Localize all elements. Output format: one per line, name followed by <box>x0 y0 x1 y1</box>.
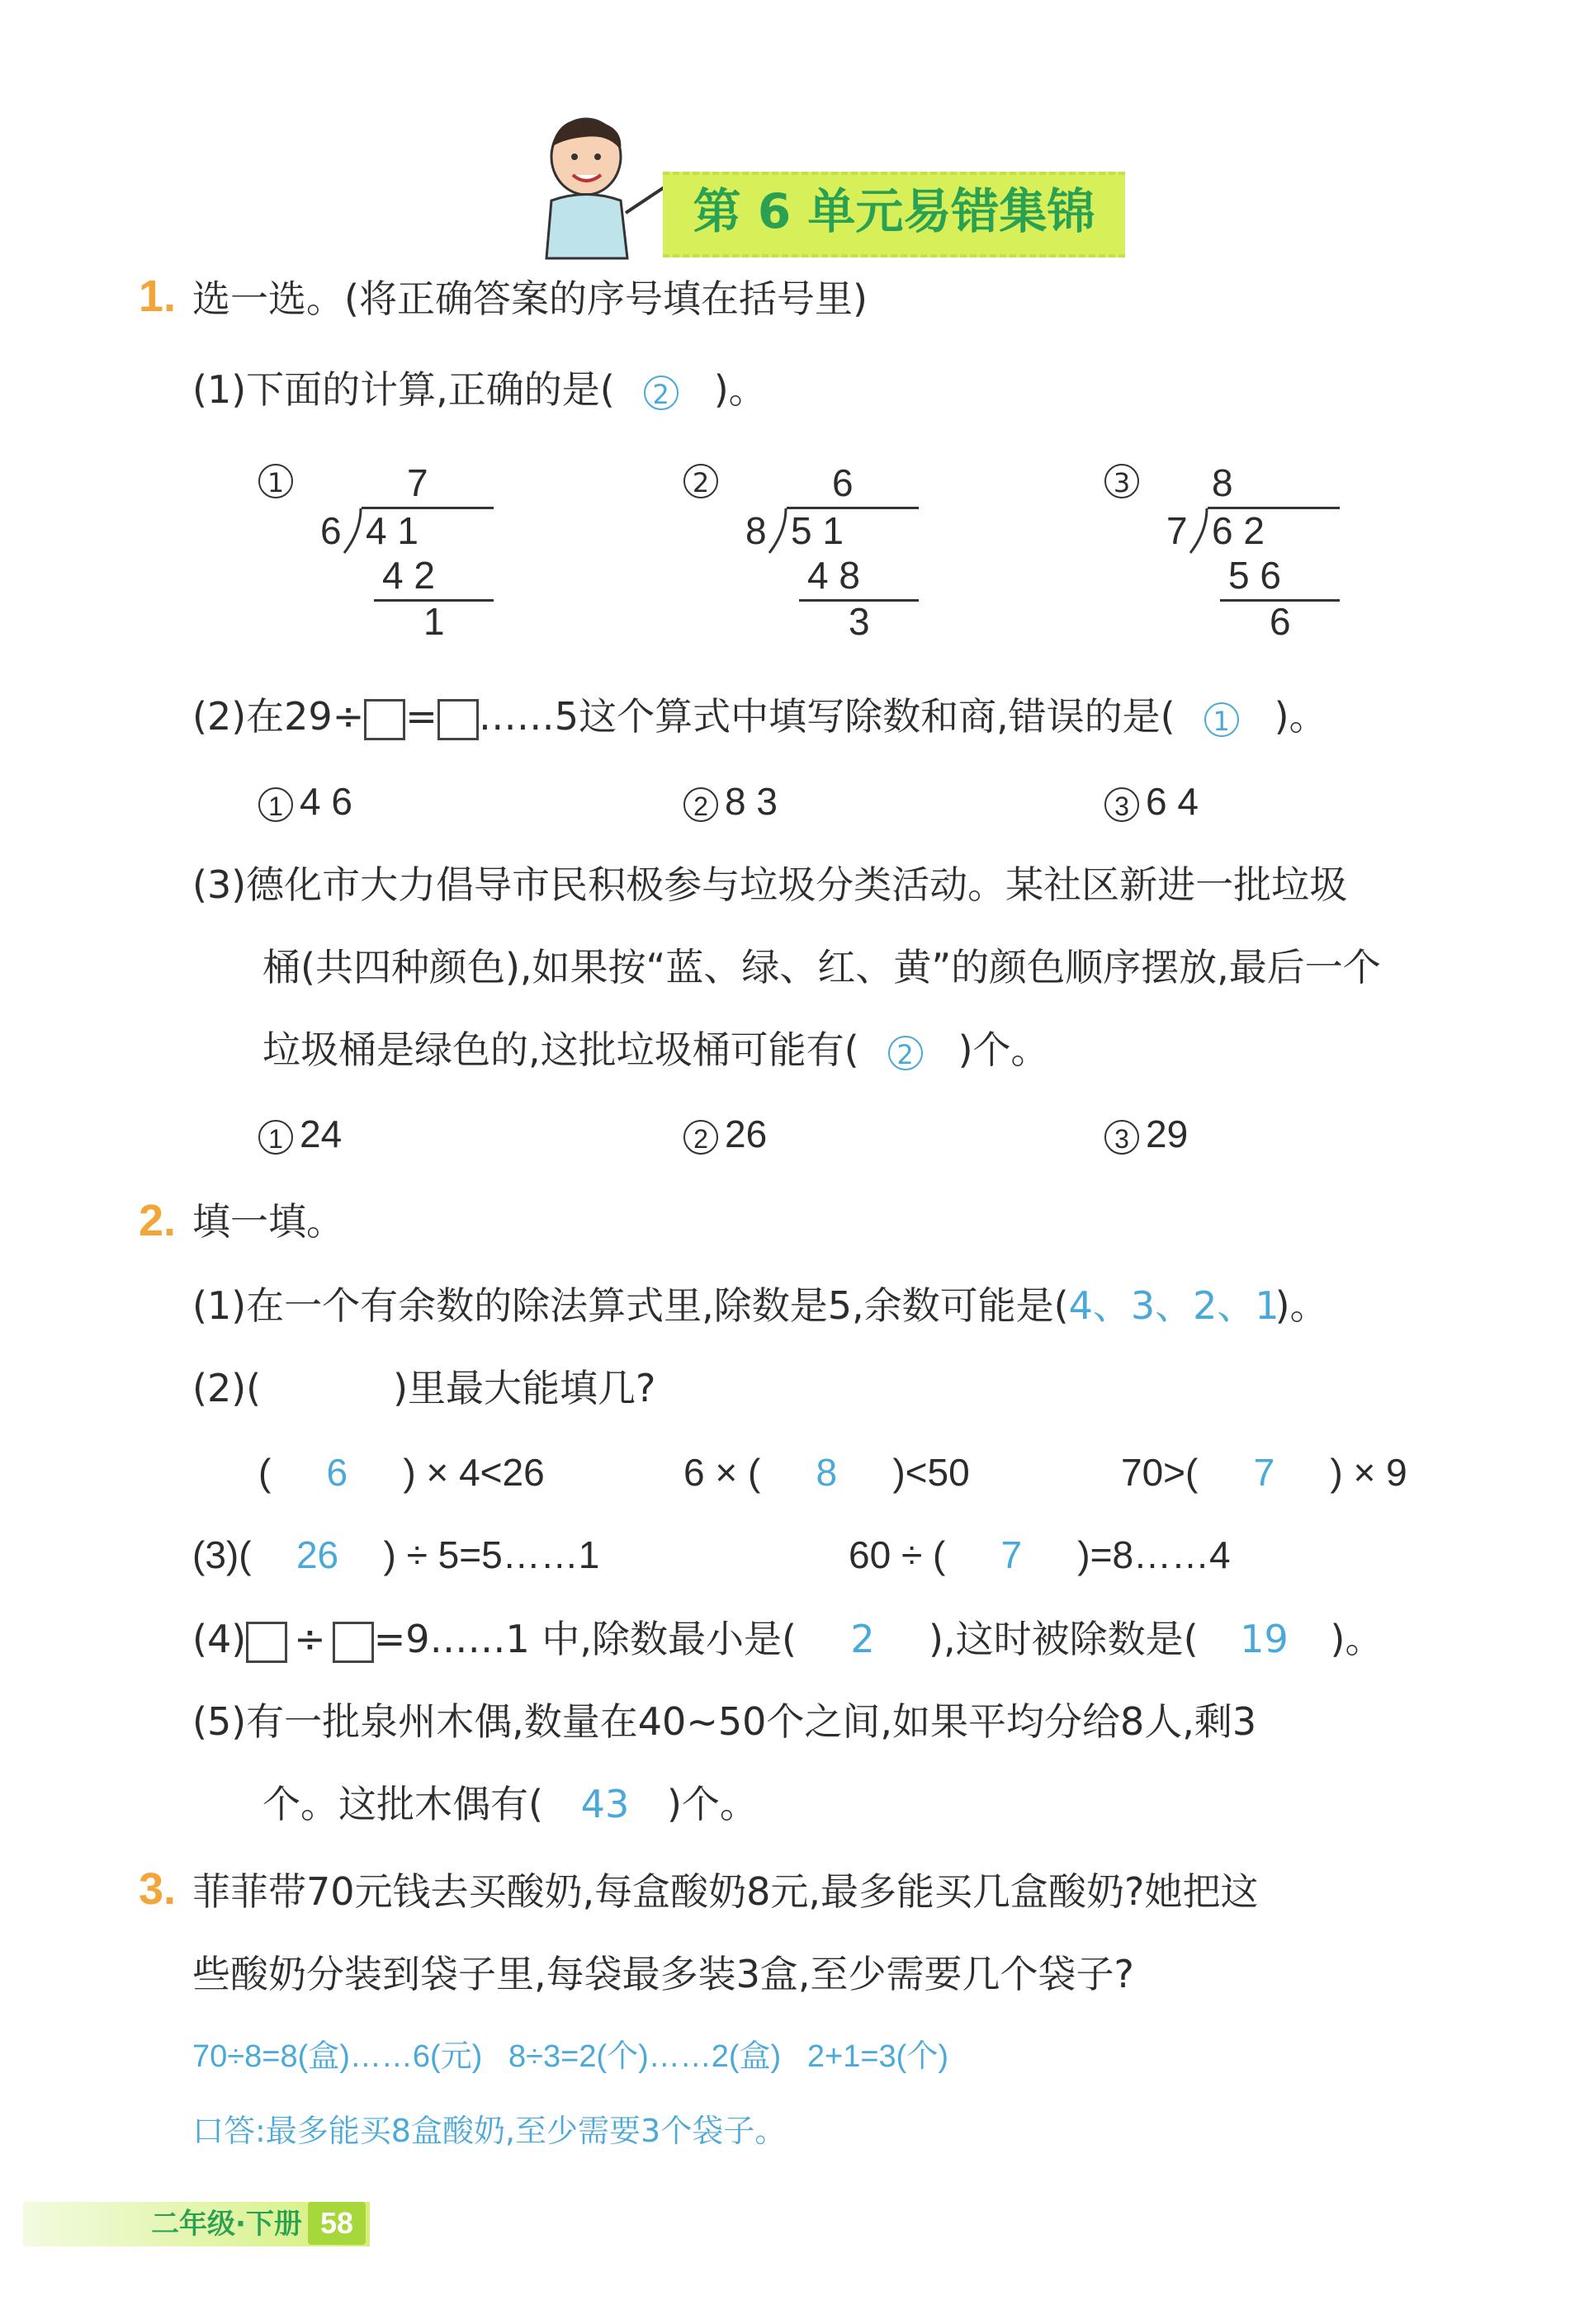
q1-title: 选一选。(将正确答案的序号填在括号里) <box>192 276 868 321</box>
q2-p2 <box>192 1365 655 1411</box>
q1-p1-answer <box>615 366 714 413</box>
q2-p1-text: (1)在一个有余数的除法算式里,除数是5,余数可能是( <box>192 1283 1069 1328</box>
q2-p3-b <box>849 1532 1231 1578</box>
q2-p3-a-answer: 26 <box>296 1533 339 1576</box>
q1-p1 <box>192 366 767 413</box>
expr: (3)( <box>192 1533 252 1576</box>
teacher-illustration <box>535 114 683 262</box>
q2-p4-answer-1: 2 <box>850 1617 875 1661</box>
q3-line1: 菲菲带70元钱去买酸奶,每盒酸奶8元,最多能买几盒酸奶?她把这 <box>192 1869 1259 1914</box>
expr: ) ÷ 5=5……1 <box>383 1533 600 1576</box>
q2-p4-answer-2: 19 <box>1240 1617 1289 1661</box>
q2-p2-end: )里最大能填几? <box>393 1366 656 1410</box>
equals: = <box>405 694 437 739</box>
option-mark: 1 <box>258 787 293 822</box>
q1-p3-end: )个。 <box>958 1027 1049 1072</box>
q1-p3-option-3 <box>1104 1111 1188 1157</box>
option-text: 26 <box>725 1112 768 1155</box>
blank-box <box>246 1622 287 1663</box>
answer-circle: 1 <box>1204 702 1239 737</box>
blank-box <box>333 1622 374 1663</box>
option-mark: 1 <box>258 1120 293 1155</box>
q2-p5-line2 <box>262 1781 758 1827</box>
q1-p3-line1: (3)德化市大力倡导市民积极参与垃圾分类活动。某社区新进一批垃圾 <box>192 862 1348 907</box>
quotient: 6 <box>832 461 854 504</box>
q2-p4-text: (4) <box>192 1617 247 1661</box>
q2-p2-text: (2)( <box>192 1366 262 1410</box>
q1-number: 1. <box>139 272 177 321</box>
blank-box <box>437 699 479 740</box>
expr: ) × 9 <box>1330 1451 1407 1494</box>
q2-p2-c <box>1121 1449 1407 1495</box>
q1-p2-text2: ……5这个算式中填写除数和商,错误的是( <box>478 694 1175 739</box>
option-text: 8 3 <box>725 780 778 823</box>
product: 5 6 <box>1228 554 1281 597</box>
q3-answer: 口答:最多能买8盒酸奶,至少需要3个袋子。 <box>192 2113 787 2149</box>
q1-p2-option-3 <box>1104 778 1199 824</box>
option-mark: 2 <box>683 464 718 498</box>
dividend: 6 2 <box>1212 509 1265 552</box>
q2-p2-a <box>258 1449 545 1495</box>
q2-p5-text: 个。这批木偶有( <box>262 1782 543 1826</box>
paren: ( <box>258 1451 272 1494</box>
q2-p1-answer: 4、3、2、1 <box>1068 1283 1279 1328</box>
page <box>23 23 1566 2301</box>
q1-p3-option-1 <box>258 1111 342 1157</box>
q1-p2-option-2 <box>683 778 778 824</box>
quotient: 7 <box>407 461 428 504</box>
answer-circle: 2 <box>888 1036 923 1070</box>
q1-p2-answer <box>1175 693 1275 739</box>
q1-p2 <box>192 693 1327 740</box>
option-mark: 3 <box>1104 787 1139 822</box>
q2-p4 <box>192 1616 1383 1663</box>
page-number: 58 <box>308 2202 366 2245</box>
option-mark: 2 <box>683 787 718 822</box>
q2-p5-answer: 43 <box>580 1782 630 1826</box>
q2-p3-b-answer: 7 <box>1000 1533 1023 1576</box>
q2-p4-end: )。 <box>1330 1617 1383 1661</box>
q2-p5-end: )个。 <box>666 1782 758 1826</box>
option-mark: 2 <box>683 1120 718 1155</box>
dividend: 5 1 <box>791 509 844 552</box>
expr: )=8……4 <box>1077 1533 1231 1576</box>
q2-p1 <box>192 1282 1328 1329</box>
divisor: 6 <box>320 509 342 552</box>
remainder: 1 <box>423 600 445 643</box>
blank-box <box>364 699 405 740</box>
page-title: 第 6 单元易错集锦 <box>693 183 1095 239</box>
q1-div-option-2 <box>683 461 931 650</box>
q1-div-option-1 <box>258 461 506 650</box>
q2-p2-b <box>683 1449 970 1495</box>
product: 4 8 <box>807 554 860 597</box>
option-text: 6 4 <box>1146 780 1199 823</box>
q3-number: 3. <box>139 1864 177 1914</box>
q1-p2-text: (2)在29÷ <box>192 694 365 739</box>
q2-p2-c-answer: 7 <box>1253 1451 1275 1494</box>
option-text: 4 6 <box>300 780 352 823</box>
q1-p3-line2: 桶(共四种颜色),如果按“蓝、绿、红、黄”的颜色顺序摆放,最后一个 <box>262 945 1381 990</box>
answer-circle: 2 <box>644 376 679 410</box>
q1-p3-answer <box>859 1027 958 1073</box>
expr: 60 ÷ ( <box>849 1533 946 1576</box>
q2-p5-line1: (5)有一批泉州木偶,数量在40~50个之间,如果平均分给8人,剩3 <box>192 1699 1257 1744</box>
q2-p2-a-answer: 6 <box>326 1451 348 1494</box>
option-text: 24 <box>300 1112 343 1155</box>
q1-p3-option-2 <box>683 1111 767 1157</box>
divisor: 8 <box>745 509 767 552</box>
q2-p4-text2: =9……1 中,除数最小是( <box>373 1617 797 1661</box>
remainder: 3 <box>849 600 870 643</box>
option-mark: 3 <box>1104 464 1139 498</box>
q3-line2: 些酸奶分装到袋子里,每袋最多装3盒,至少需要几个袋子? <box>192 1952 1134 1996</box>
expr: ) × 4<26 <box>403 1451 545 1494</box>
dividend: 4 1 <box>366 509 419 552</box>
option-mark: 3 <box>1104 1120 1139 1155</box>
q1-p1-text: (1)下面的计算,正确的是( <box>192 367 615 412</box>
q2-number: 2. <box>139 1196 177 1245</box>
q1-p2-option-1 <box>258 778 352 824</box>
q2-p2-b-answer: 8 <box>816 1451 838 1494</box>
q2-p1-end: )。 <box>1275 1283 1328 1328</box>
q1-p1-end: )。 <box>713 367 767 412</box>
option-mark: 1 <box>258 464 293 498</box>
product: 4 2 <box>382 554 435 597</box>
quotient: 8 <box>1212 461 1233 504</box>
q2-title: 填一填。 <box>192 1199 344 1244</box>
q1-p3-line3 <box>262 1027 1049 1073</box>
option-text: 29 <box>1146 1112 1189 1155</box>
q1-p3-text: 垃圾桶是绿色的,这批垃圾桶可能有( <box>262 1027 859 1072</box>
expr: 6 × ( <box>683 1451 761 1494</box>
q2-p3-a <box>192 1532 599 1578</box>
divisor: 7 <box>1166 509 1188 552</box>
footer-grade: 二年级·下册 <box>151 2208 302 2241</box>
q3-work: 70÷8=8(盒)……6(元) 8÷3=2(个)……2(盒) 2+1=3(个) <box>192 2039 948 2074</box>
q1-div-option-3 <box>1104 461 1352 650</box>
expr: 70>( <box>1121 1451 1199 1494</box>
q2-p4-text3: ),这时被除数是( <box>929 1617 1199 1661</box>
divide-sign: ÷ <box>294 1617 326 1661</box>
q1-p2-end: )。 <box>1274 694 1327 739</box>
expr: )<50 <box>892 1451 970 1494</box>
remainder: 6 <box>1270 600 1291 643</box>
